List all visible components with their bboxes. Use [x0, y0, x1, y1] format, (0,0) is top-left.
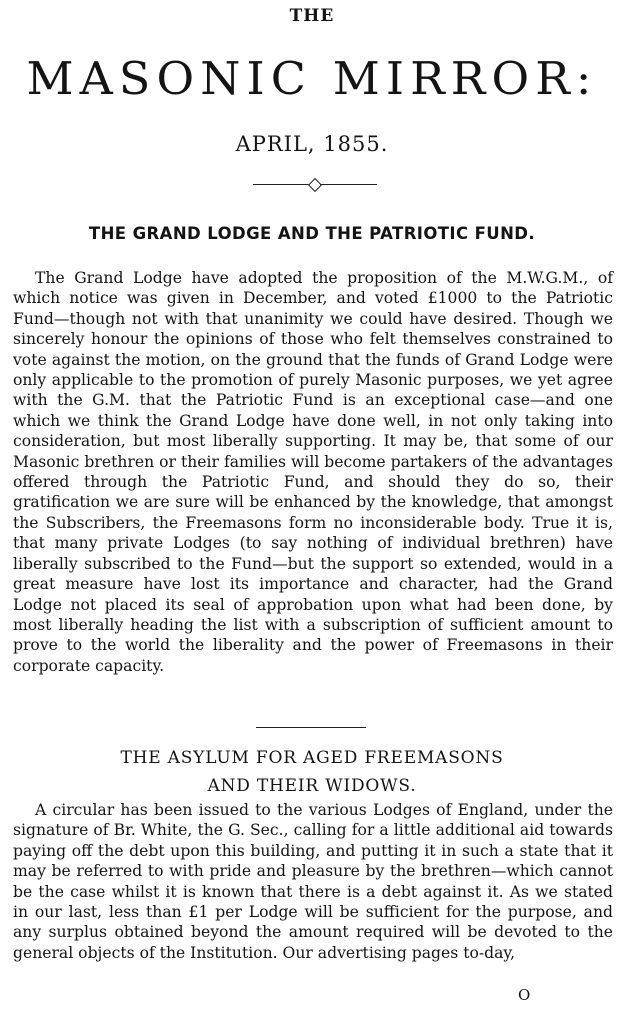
section-divider	[256, 727, 366, 728]
paragraph: The Grand Lodge have adopted the proposition of the M.W.G.M., of which notice was given in December, and voted £1000 to the Patriotic Fund—though not with that unanimity we could have desired. Though we sincerely honour the opinions of those who felt themselves constrained to vote against the motion, on the ground that the funds of Grand Lodge were only applicable to the promotion of purely Masonic purposes, we yet agree with the G.M. that the Patriotic Fund is an exceptional case—and one which we think the Grand Lodge have done well, in not only taking into consideration, but most liberally supporting. It may be, that some of our Masonic brethren or their families will become partakers of the advantages offered through the Patriotic Fund, and should they do so, their gratification we are sure will be enhanced by the knowledge, that amongst the Subscribers, the Freemasons form no inconsiderable body. True it is, that many private Lodges (to say nothing of individual brethren) have liberally subscribed to the Fund—but the support so extended, would in a great measure have lost its importance and character, had the Grand Lodge not placed its seal of approbation upon what had been done, by most liberally heading the list with a subscription of sufficient amount to prove to the world the liberality and the power of Freemasons in their corporate capacity.	[13, 269, 613, 675]
ornamental-rule	[253, 178, 377, 192]
article-heading-asylum	[0, 744, 624, 800]
signature-mark: O	[518, 986, 531, 1004]
diamond-ornament-icon	[308, 178, 322, 192]
masthead-pre-title: THE	[289, 6, 335, 26]
heading-line-1: THE ASYLUM FOR AGED FREEMASONS	[120, 748, 504, 768]
paragraph: A circular has been issued to the various Lodges of England, under the signature of Br. White, the G. Sec., calling for a little additional aid towards paying off the debt upon this building, and putting it in such a state that it may be referred to with pride and pleasure by the brethren—which cannot be the case whilst it is known that there is a debt against it. As we stated in our last, less than £1 per Lodge will be sufficient for the purpose, and any surplus obtained beyond the amount required will be devoted to the general objects of the Institution. Our advertising pages to-day,	[13, 801, 613, 962]
issue-date: APRIL, 1855.	[235, 132, 389, 156]
heading-line-2: AND THEIR WIDOWS.	[207, 776, 417, 796]
article-body-grand-lodge	[13, 268, 613, 676]
masthead-title: MASONIC MIRROR:	[26, 52, 598, 105]
article-body-asylum	[13, 800, 613, 963]
article-heading-grand-lodge: THE GRAND LODGE AND THE PATRIOTIC FUND.	[88, 224, 536, 243]
